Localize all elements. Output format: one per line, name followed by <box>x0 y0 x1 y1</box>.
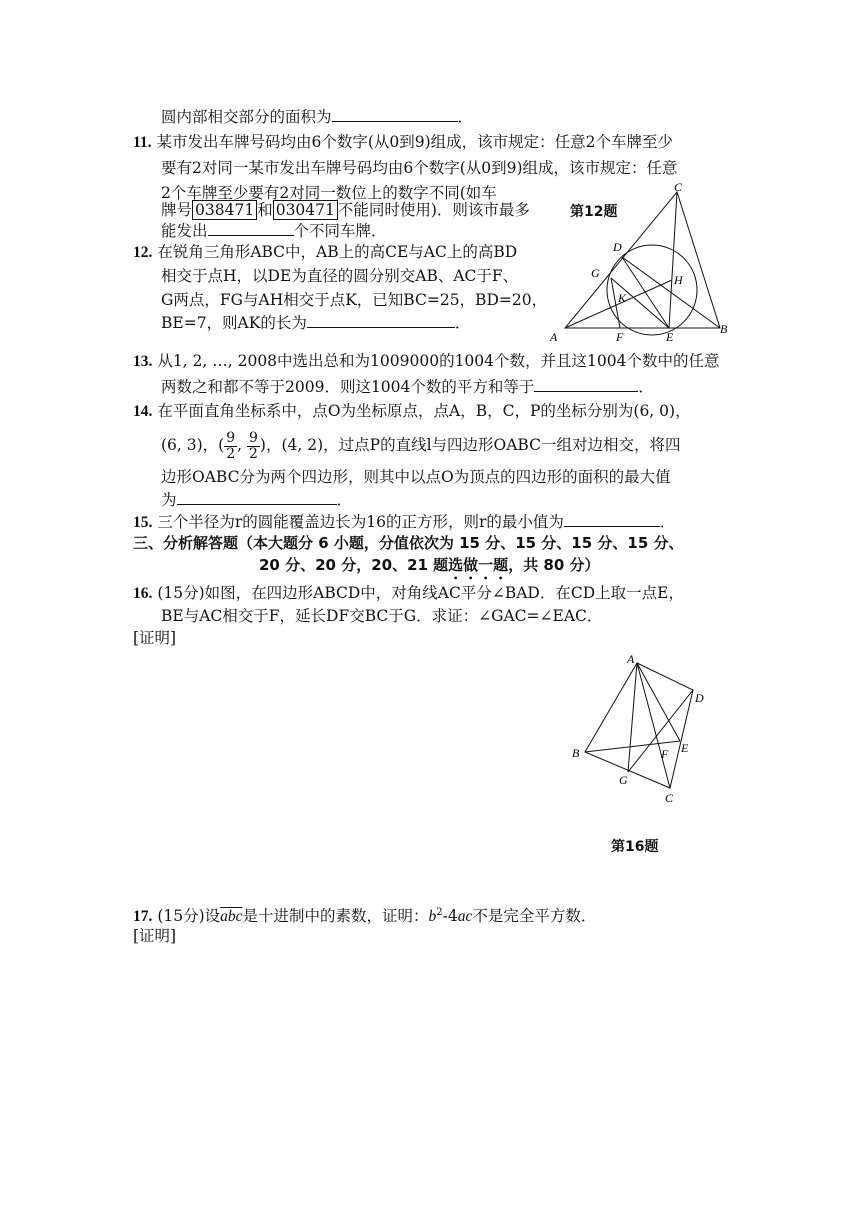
q10-tail: 圆内部相交部分的面积为 ． <box>161 108 474 126</box>
q12-line4: BE=7，则AK的长为 ． <box>161 314 471 332</box>
fraction-9-2-a: $\frac{9}{2}$ <box>226 429 236 462</box>
plate-2: 030471 <box>273 200 338 220</box>
q12-label-G: G <box>591 266 600 280</box>
q14-line1: 14. 在平面直角坐标系中，点O为坐标原点，点A，B，C，P的坐标分别为(6, 0)， <box>133 402 691 420</box>
q12-label-C: C <box>674 180 683 194</box>
q12-label-E: E <box>666 330 674 344</box>
q14-line2: (6, 3)，( $\frac{9}{2}$ , $\frac{9}{2}$ )，(4, 2)，过点P的直线l与四边形OABC一组对边相交，将四 <box>161 429 681 462</box>
q14-line3: 边形OABC分为两个四边形，则其中以点O为顶点的四边形的面积的最大值 <box>161 468 671 486</box>
q17-line1: 17. (15分)设$\overline{abc}$是十进制中的素数，证明：$b^2-4ac$不是完全平方数． <box>133 907 597 926</box>
section-3-heading-2: 20 分、20 分，20、21 题选做一题，共 80 分） <box>259 556 600 574</box>
q16-label-C: C <box>665 791 674 805</box>
q12-line2: 相交于点H，以DE为直径的圆分别交AB、AC于F、 <box>161 267 519 285</box>
q12-label-H: H <box>674 273 683 287</box>
q16-line1: 16. (15分)如图，在四边形ABCD中，对角线AC平分∠BAD．在CD上取一点E， <box>133 584 684 602</box>
q16-label-A: A <box>627 652 635 666</box>
q11-line5: 能发出 个不同车牌． <box>161 222 387 240</box>
q16-proof: [证明] <box>133 629 177 647</box>
q17-proof: [证明] <box>133 927 177 945</box>
q13-line2: 两数之和都不等于2009．则这1004个数的平方和等于 ． <box>161 378 654 396</box>
q12-caption: 第12题 <box>570 204 618 220</box>
q16-label-G: G <box>619 773 628 787</box>
q15-line1: 15. 三个半径为r的圆能覆盖边长为16的正方形，则r的最小值为 ． <box>133 513 676 531</box>
q11-line2: 要有2对同一某市发出车牌号码均由6个数字(从0到9)组成，该市规定：任意 <box>161 159 678 177</box>
q11-line3: 2个车牌至少要有2对同一数位上的数字不同(如车 <box>161 184 497 202</box>
q16-line2: BE与AC相交于F，延长DF交BC于G．求证：∠GAC=∠EAC． <box>161 607 603 625</box>
q16-label-D: D <box>695 691 704 705</box>
q12-line3: G两点，FG与AH相交于点K，已知BC=25，BD=20， <box>161 291 548 309</box>
q16-label-F: F <box>661 747 669 761</box>
q12-label-F: F <box>616 330 624 344</box>
q12-label-K: K <box>618 291 627 305</box>
q12-label-B: B <box>720 322 728 336</box>
q13-line1: 13. 从1, 2, …, 2008中选出总和为1009000的1004个数，并且这1004个数中的任意 <box>133 352 720 370</box>
q12-figure <box>545 180 735 345</box>
q11-line4: 牌号 038471 和 030471 不能同时使用)．则该市最多 <box>161 201 530 219</box>
q11-line1: 11. 某市发出车牌号码均由6个数字(从0到9)组成，该市规定：任意2个车牌至少 <box>133 133 674 151</box>
q14-line4: 为 ． <box>161 491 353 509</box>
plate-1: 038471 <box>192 200 257 220</box>
section-3-heading: 三、分析解答题（本大题分 6 小题，分值依次为 15 分、15 分、15 分、15 分、 <box>133 534 684 552</box>
abc-overline: $\overline{abc}$ <box>220 908 243 926</box>
q12-line1: 12. 在锐角三角形ABC中，AB上的高CE与AC上的高BD <box>133 243 518 261</box>
q16-caption: 第16题 <box>611 839 659 855</box>
fraction-9-2-b: $\frac{9}{2}$ <box>249 429 258 462</box>
q12-label-D: D <box>613 240 622 254</box>
q16-label-E: E <box>681 741 689 755</box>
q16-figure <box>565 645 715 810</box>
q12-label-A: A <box>550 330 558 344</box>
q16-label-B: B <box>572 746 580 760</box>
